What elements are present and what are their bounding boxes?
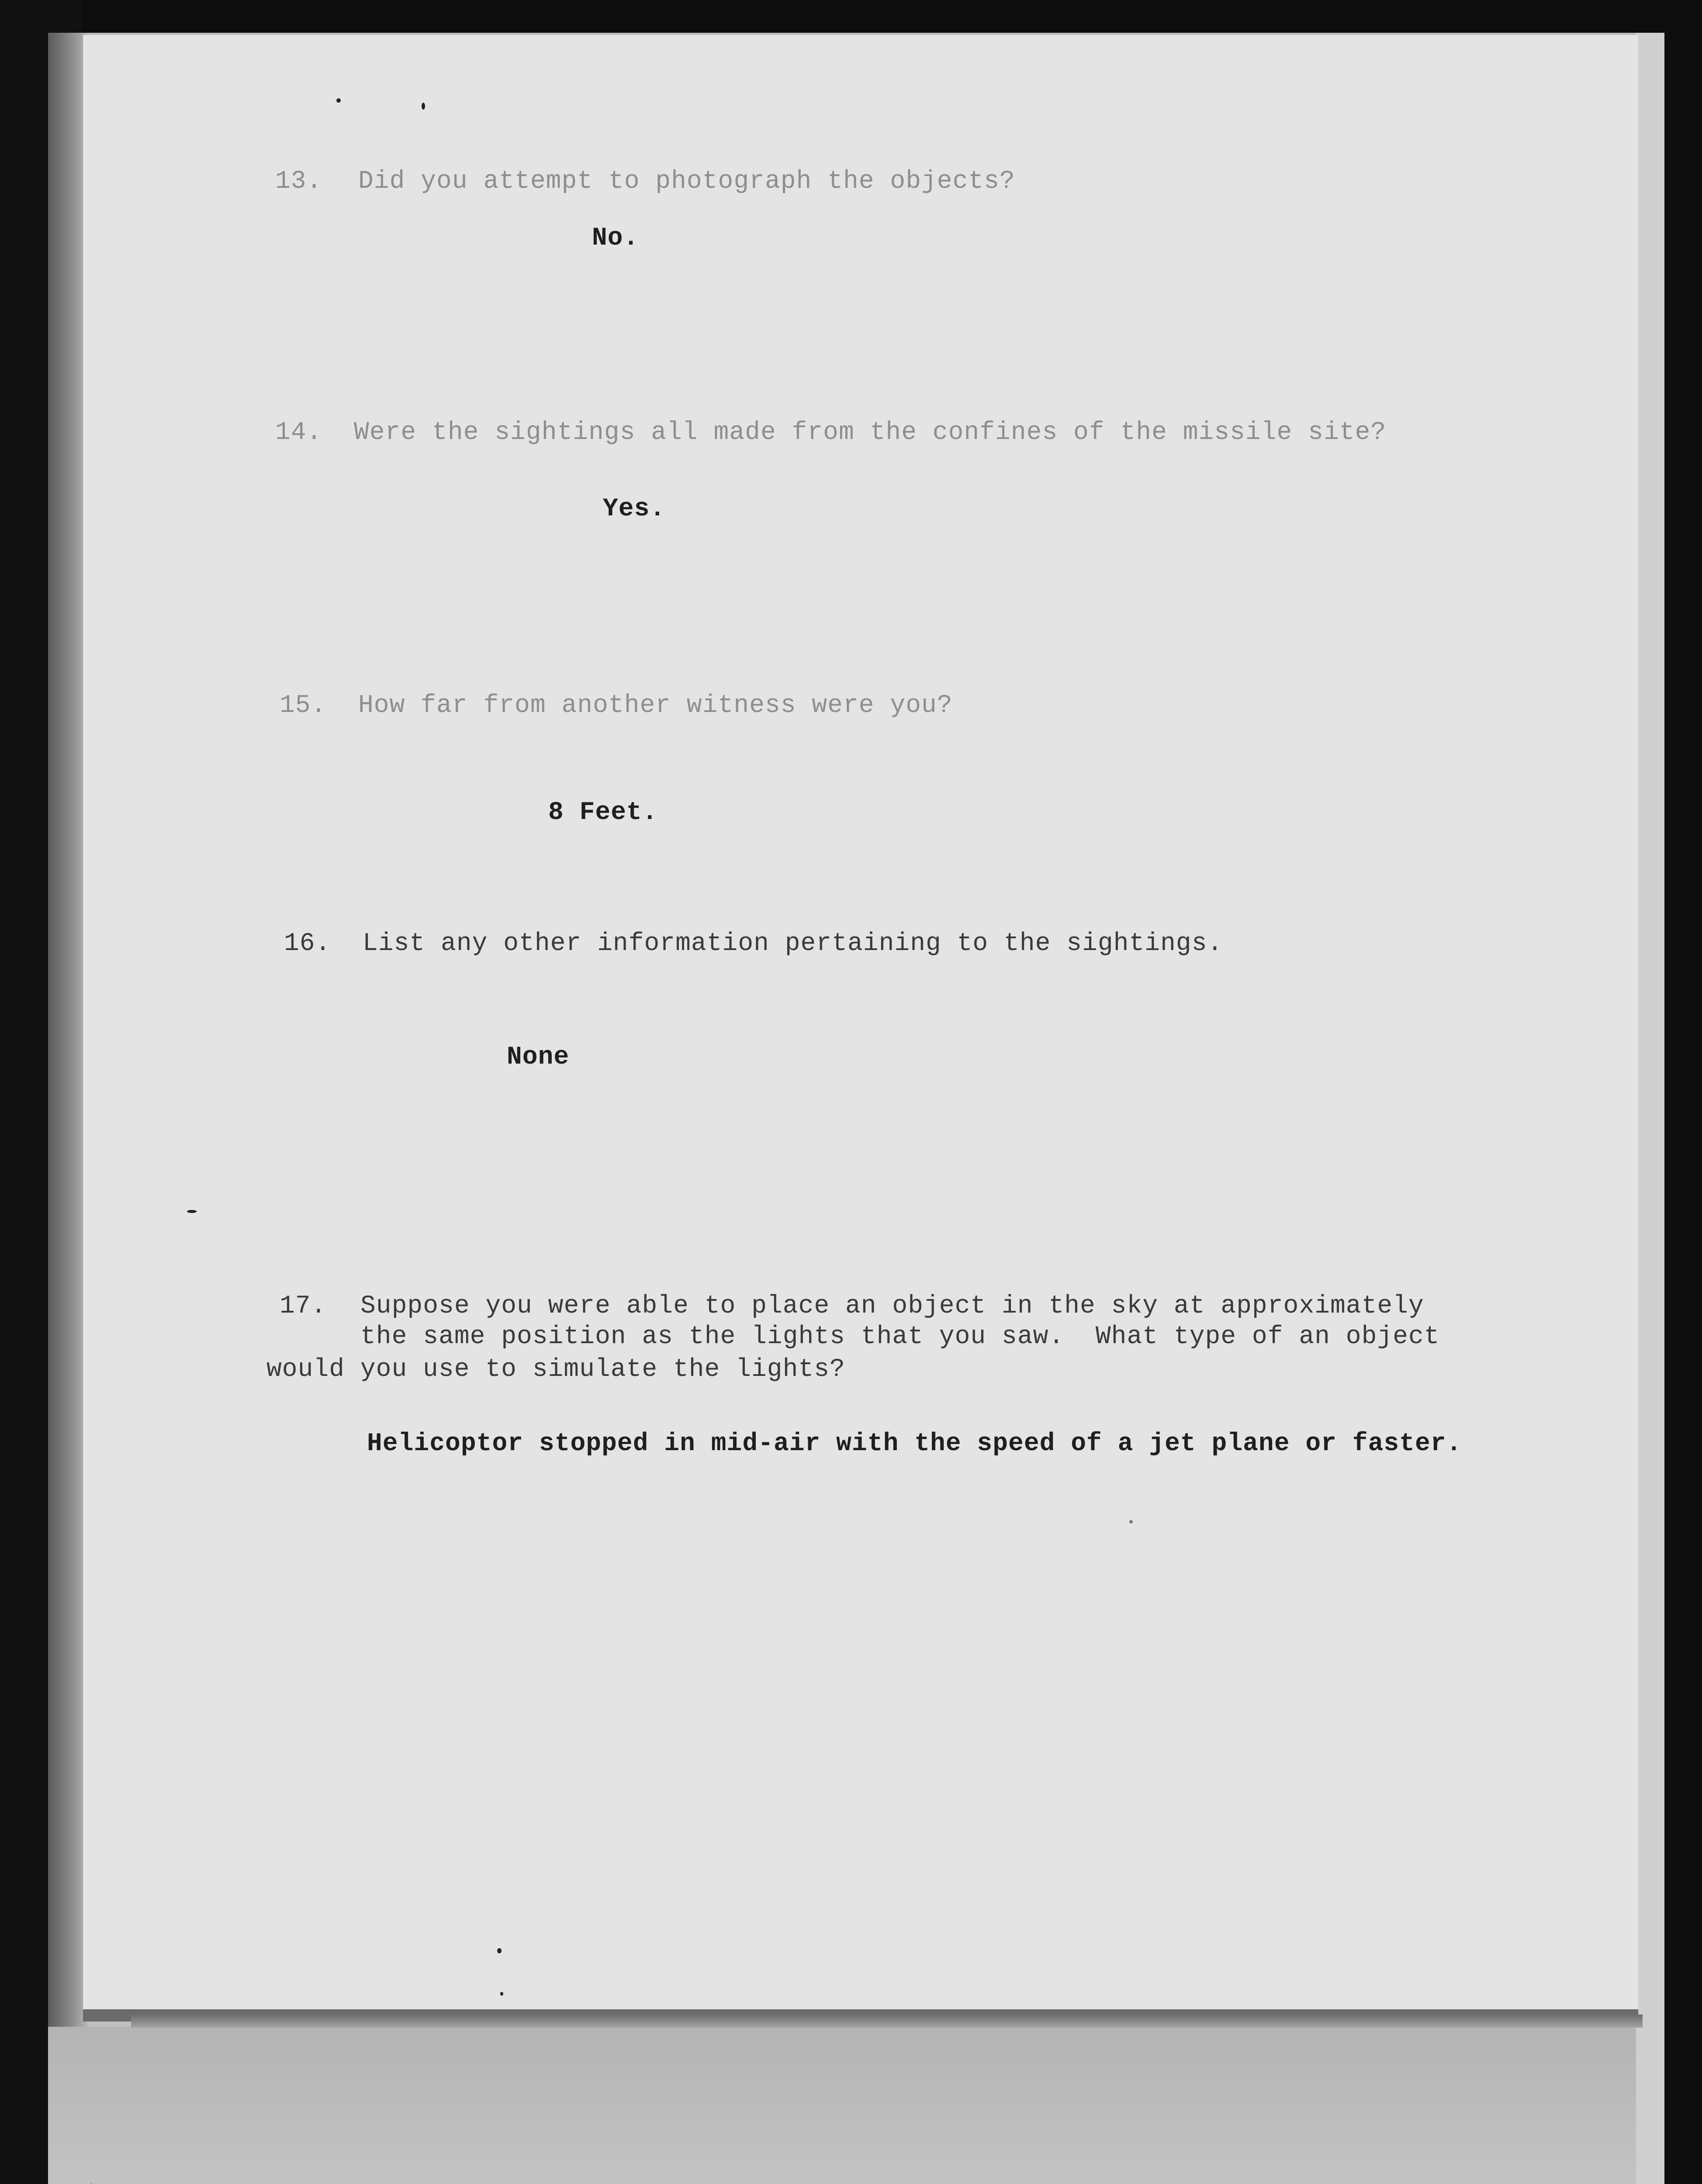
question-16-text: List any other information pertaining to the sightings. [363,930,1223,958]
question-17-text-line-3: would you use to simulate the lights? [266,1355,845,1384]
question-16-number: 16. [284,930,331,958]
dust-speck [497,1948,502,1953]
dust-speck [500,1992,503,1996]
question-17-text-line-2: the same position as the lights that you saw. What type of an object [360,1323,1440,1351]
dust-speck [422,103,425,110]
question-15-number: 15. [280,691,327,720]
scanner-lower-area [48,2027,1664,2184]
question-13-text: Did you attempt to photograph the objects? [358,167,1015,196]
question-15-answer: 8 Feet. [548,798,658,827]
question-17-text-line-1: Suppose you were able to place an object in the sky at approximately [360,1292,1424,1320]
document-page [83,35,1638,2009]
dust-speck [336,98,341,103]
question-17-number: 17. [280,1292,327,1320]
question-13-number: 13. [275,167,322,196]
question-14-text: Were the sightings all made from the confines of the missile site? [354,418,1387,447]
question-15-text: How far from another witness were you? [358,691,953,720]
dust-speck [1129,1520,1133,1524]
question-14-answer: Yes. [603,495,666,523]
question-16-answer: None [507,1043,570,1071]
question-17-answer: Helicoptor stopped in mid-air with the speed of a jet plane or faster. [367,1430,1462,1458]
dust-speck [187,1210,197,1213]
question-13-answer: No. [592,224,639,252]
scanner-left-shadow [48,33,87,2184]
scanner-right-strip [1636,33,1664,2184]
question-14-number: 14. [275,418,322,447]
page-bottom-edge [131,2015,1643,2028]
